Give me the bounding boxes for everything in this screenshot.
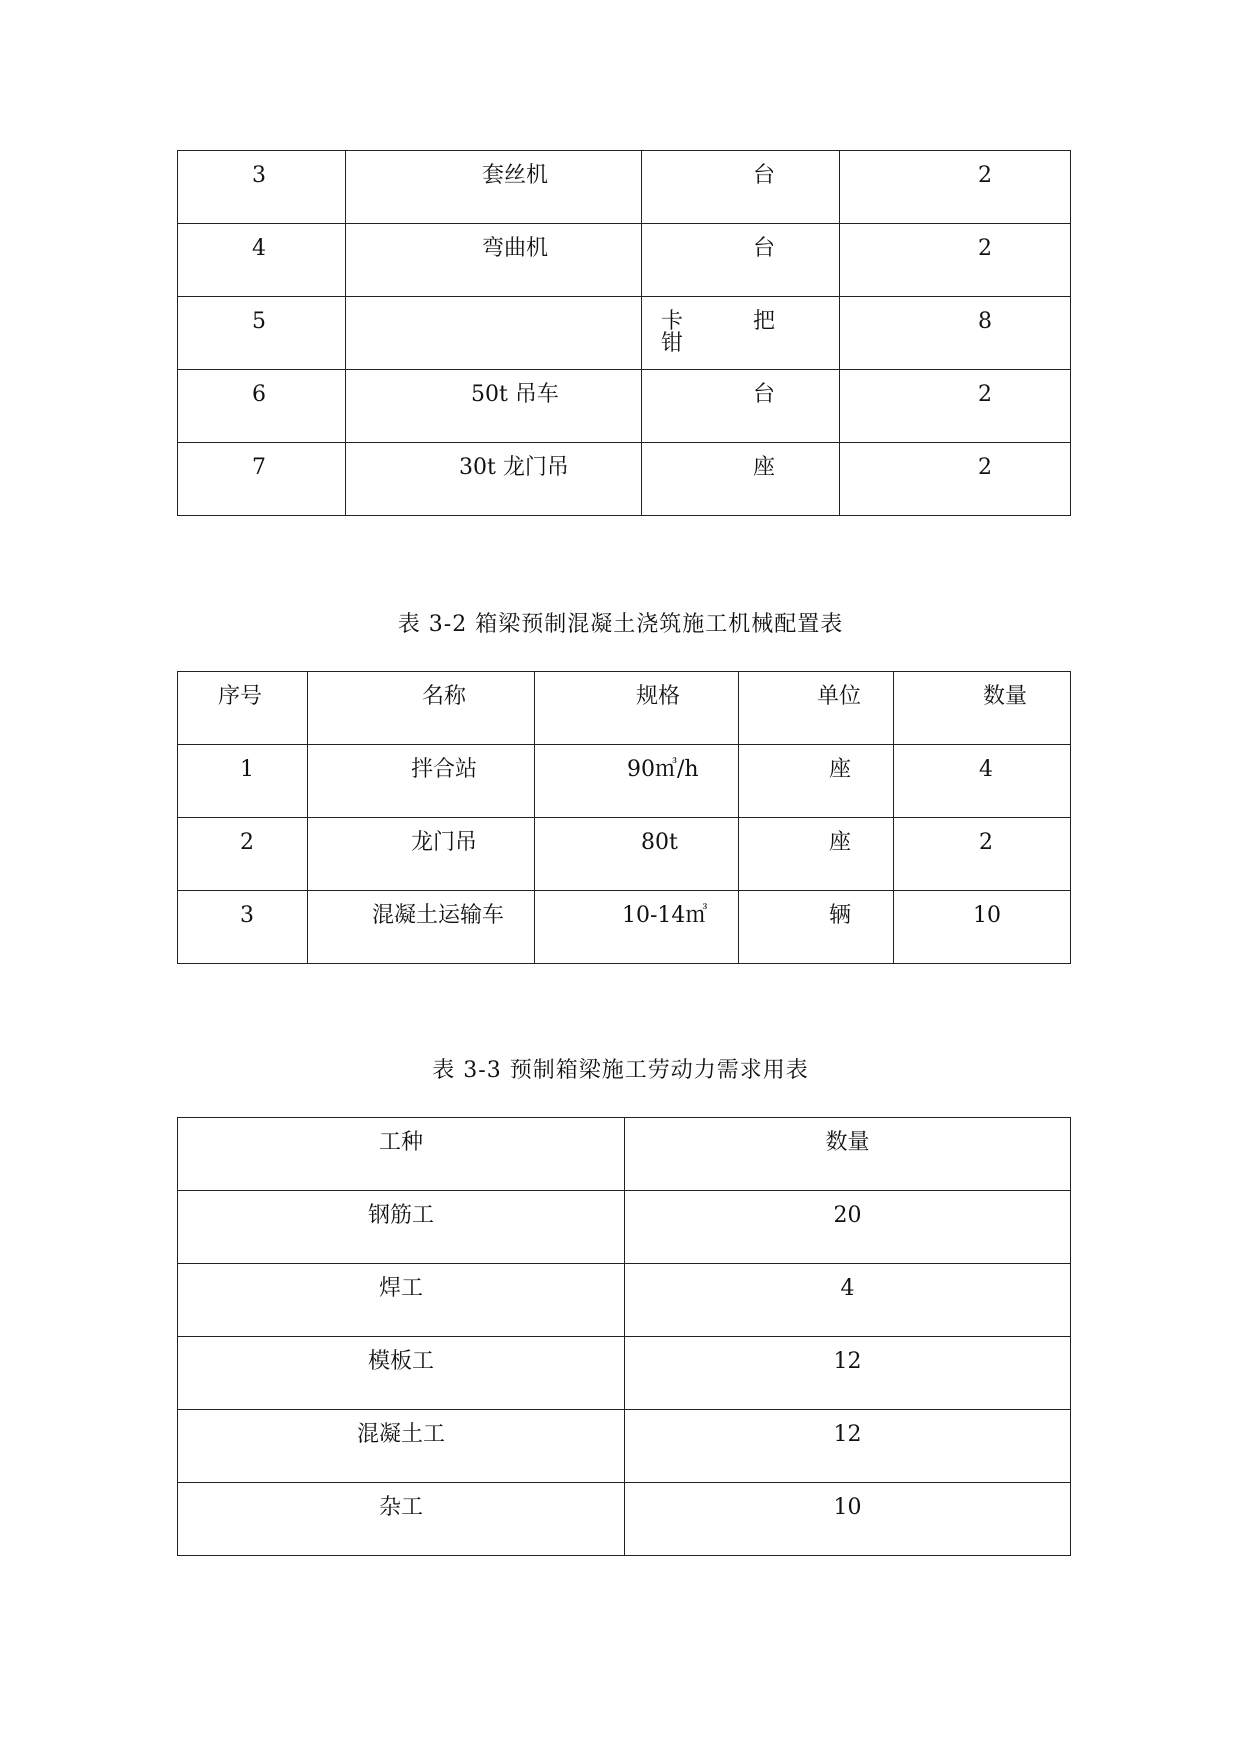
row-number: 1: [178, 745, 308, 818]
item-name: 30t 龙门吊: [346, 443, 642, 516]
item-name: 卡钳: [346, 297, 642, 370]
table-row: [178, 1264, 1071, 1337]
table-row: [178, 1410, 1071, 1483]
item-name: 50t 吊车: [346, 370, 642, 443]
item-unit: 台: [642, 370, 840, 443]
column-header: 工种: [178, 1118, 625, 1191]
column-header: 数量: [625, 1118, 1071, 1191]
item-quantity: 2: [840, 443, 1071, 516]
trade-quantity: 10: [625, 1483, 1071, 1556]
table-row: [178, 297, 1071, 370]
trade-name: 模板工: [178, 1337, 625, 1410]
machine-quantity: 4: [894, 745, 1071, 818]
machine-name: 龙门吊: [308, 818, 535, 891]
row-number: 3: [178, 151, 346, 224]
labor-demand-table: [177, 1117, 1071, 1556]
table-caption: 表 3-2 箱梁预制混凝土浇筑施工机械配置表: [397, 612, 844, 637]
table-row: [178, 443, 1071, 516]
item-name: 弯曲机: [346, 224, 642, 297]
trade-quantity: 12: [625, 1337, 1071, 1410]
table-row: [178, 370, 1071, 443]
trade-quantity: 12: [625, 1410, 1071, 1483]
table-header-row: [178, 1118, 1071, 1191]
machine-unit: 座: [739, 745, 894, 818]
item-quantity: 8: [840, 297, 1071, 370]
trade-name: 钢筋工: [178, 1191, 625, 1264]
trade-name: 混凝土工: [178, 1410, 625, 1483]
row-number: 5: [178, 297, 346, 370]
machine-quantity: 2: [894, 818, 1071, 891]
table-row: [178, 1191, 1071, 1264]
column-header: 序号: [178, 672, 308, 745]
machine-spec: 90㎥/h: [535, 745, 739, 818]
equipment-table-continued: [177, 150, 1071, 516]
item-unit: 台: [642, 151, 840, 224]
machine-name: 混凝土运输车: [308, 891, 535, 964]
item-quantity: 2: [840, 151, 1071, 224]
table-row: [178, 818, 1071, 891]
row-number: 6: [178, 370, 346, 443]
table-row: [178, 151, 1071, 224]
item-unit: 把: [642, 297, 840, 370]
concrete-machinery-table: [177, 671, 1071, 964]
table-header-row: [178, 672, 1071, 745]
machine-spec: 10-14㎥: [535, 891, 739, 964]
table-row: [178, 891, 1071, 964]
row-number: 3: [178, 891, 308, 964]
item-quantity: 2: [840, 370, 1071, 443]
trade-quantity: 20: [625, 1191, 1071, 1264]
column-header: 规格: [535, 672, 739, 745]
machine-unit: 辆: [739, 891, 894, 964]
machine-quantity: 10: [894, 891, 1071, 964]
trade-name: 焊工: [178, 1264, 625, 1337]
table-row: [178, 224, 1071, 297]
machine-spec: 80t: [535, 818, 739, 891]
machine-unit: 座: [739, 818, 894, 891]
row-number: 2: [178, 818, 308, 891]
item-name: 套丝机: [346, 151, 642, 224]
column-header: 名称: [308, 672, 535, 745]
item-quantity: 2: [840, 224, 1071, 297]
row-number: 4: [178, 224, 346, 297]
trade-name: 杂工: [178, 1483, 625, 1556]
column-header: 数量: [894, 672, 1071, 745]
machine-name: 拌合站: [308, 745, 535, 818]
trade-quantity: 4: [625, 1264, 1071, 1337]
item-unit: 台: [642, 224, 840, 297]
table-row: [178, 1337, 1071, 1410]
table-row: [178, 745, 1071, 818]
column-header: 单位: [739, 672, 894, 745]
table-row: [178, 1483, 1071, 1556]
row-number: 7: [178, 443, 346, 516]
item-unit: 座: [642, 443, 840, 516]
table-caption: 表 3-3 预制箱梁施工劳动力需求用表: [432, 1058, 809, 1083]
